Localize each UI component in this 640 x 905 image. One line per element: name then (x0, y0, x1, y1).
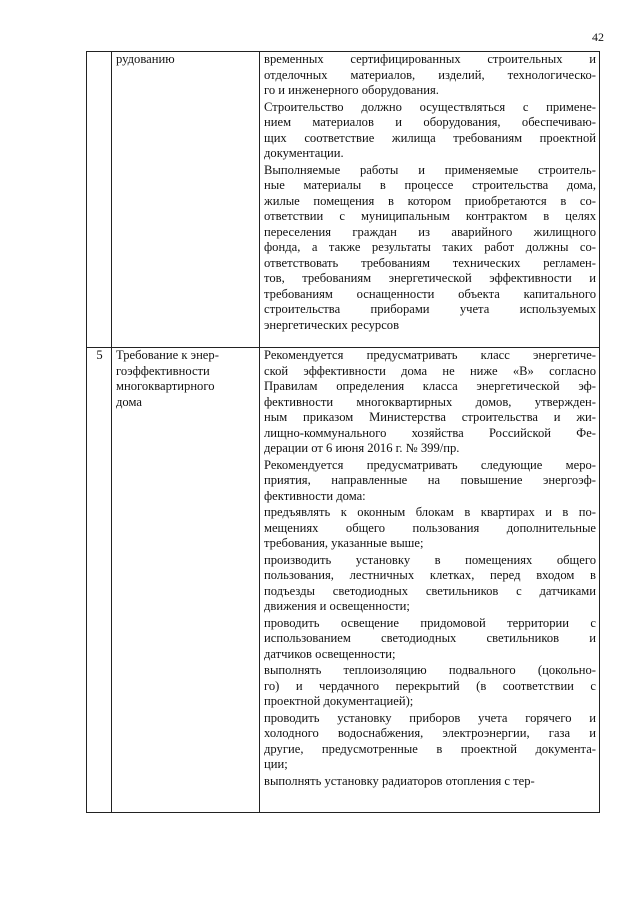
paragraph-line: предъявлять к оконным блокам в квартирах и в по- (264, 505, 596, 519)
paragraph-line: ным приказом Министерства строительства и жи- (264, 410, 596, 424)
paragraph-line: фективности многоквартирных домов, утвержден- (264, 394, 596, 409)
table-row (87, 348, 600, 813)
paragraph-line: холодного водоснабжения, электроэнергии, газа и (264, 726, 596, 740)
paragraph-line: подъезды светодиодных светильников с датчиками (264, 583, 596, 598)
paragraph-line: другие, предусмотренные в проектной документа- (264, 741, 596, 756)
paragraph-line: фонда, а также результаты таких работ должны со- (264, 240, 596, 254)
paragraph-line: ции; (264, 757, 288, 771)
table-row (87, 52, 600, 348)
requirement-name-line: многоквартирного (116, 379, 215, 393)
paragraph-line: проводить освещение придомовой территории с (264, 615, 596, 630)
paragraph-line: Правилам определения класса энергетической эф- (264, 379, 596, 393)
paragraph-line: го и инженерного оборудования. (264, 83, 439, 97)
requirement-name-cell (112, 52, 260, 348)
paragraph-line: проектной документацией); (264, 694, 414, 708)
paragraph-line: лищно-коммунального хозяйства Российской Фе- (264, 425, 596, 440)
requirements-table (86, 51, 600, 813)
paragraph-line: датчиков освещенности; (264, 646, 396, 661)
paragraph-line: выполнять установку радиаторов отопления с тер- (264, 773, 535, 788)
paragraph-line: документации. (264, 146, 344, 160)
requirement-paragraph (264, 553, 596, 615)
paragraph-line: использованием светодиодных светильников и (264, 631, 596, 645)
paragraph-line: требованиям оснащенности объекта капитального (264, 286, 596, 301)
requirement-name-line: Требование к энер- (116, 348, 219, 362)
paragraph-line: строительства приборами учета используемых (264, 302, 596, 316)
requirement-text-cell (260, 52, 600, 348)
paragraph-line: Строительство должно осуществляться с примене- (264, 99, 596, 114)
requirement-paragraph (264, 52, 596, 99)
paragraph-line: Выполняемые работы и применяемые строитель- (264, 162, 596, 177)
requirement-paragraph (264, 711, 596, 773)
requirement-paragraph (264, 163, 596, 334)
requirement-name-line: рудованию (116, 52, 175, 66)
requirement-text-cell (260, 348, 600, 813)
paragraph-line: мещениях общего пользования дополнительные (264, 520, 596, 535)
paragraph-line: производить установку в помещениях общего (264, 552, 596, 567)
paragraph-line: ской эффективности дома не ниже «В» согласно (264, 363, 596, 378)
row-number-cell: 5 (87, 348, 112, 813)
paragraph-line: дерации от 6 июня 2016 г. № 399/пр. (264, 441, 460, 455)
requirement-paragraph (264, 616, 596, 663)
paragraph-line: пользования, лестничных клетках, перед входом в (264, 568, 596, 582)
paragraph-line: Рекомендуется предусматривать следующие меро- (264, 457, 596, 472)
requirements-table-body (87, 52, 600, 813)
paragraph-line: щих соответствие жилища требованиям проектной (264, 130, 596, 145)
requirement-paragraph (264, 663, 596, 710)
requirement-paragraph (264, 774, 596, 790)
paragraph-line: ответствии с муниципальным контрактом в целях (264, 209, 596, 223)
paragraph-line: го) и чердачного перекрытий (в соответствии с (264, 678, 596, 693)
requirement-paragraph (264, 458, 596, 505)
paragraph-line: нием материалов и оборудования, обеспечиваю- (264, 115, 596, 129)
paragraph-line: фективности дома: (264, 488, 366, 503)
paragraph-line: приятия, направленные на повышение энергоэф- (264, 473, 596, 487)
row-number-cell (87, 52, 112, 348)
paragraph-line: временных сертифицированных строительных и (264, 52, 596, 66)
paragraph-line: проводить установку приборов учета горячего и (264, 710, 596, 725)
paragraph-line: энергетических ресурсов (264, 317, 400, 332)
paragraph-line: ные материалы в процессе строительства дома, (264, 178, 596, 192)
paragraph-line: движения и освещенности; (264, 599, 410, 613)
paragraph-line: Рекомендуется предусматривать класс энергетиче- (264, 348, 596, 362)
requirement-name-line: дома (116, 394, 142, 409)
page-number: 42 (592, 30, 604, 44)
paragraph-line: жилые помещения в котором приобретаются в со- (264, 193, 596, 208)
paragraph-line: отделочных материалов, изделий, технологическо- (264, 67, 596, 82)
requirement-paragraph (264, 348, 596, 457)
paragraph-line: переселения граждан из аварийного жилищного (264, 224, 596, 239)
paragraph-line: требования, указанные выше; (264, 536, 424, 550)
paragraph-line: ответствовать требованиям технических регламен- (264, 255, 596, 270)
paragraph-line: тов, требованиям энергетической эффективности и (264, 271, 596, 285)
requirement-paragraph (264, 100, 596, 162)
paragraph-line: выполнять теплоизоляцию подвального (цокольно- (264, 663, 596, 677)
requirement-paragraph (264, 505, 596, 552)
requirement-name-cell (112, 348, 260, 813)
requirement-name-line: гоэффективности (116, 363, 210, 378)
